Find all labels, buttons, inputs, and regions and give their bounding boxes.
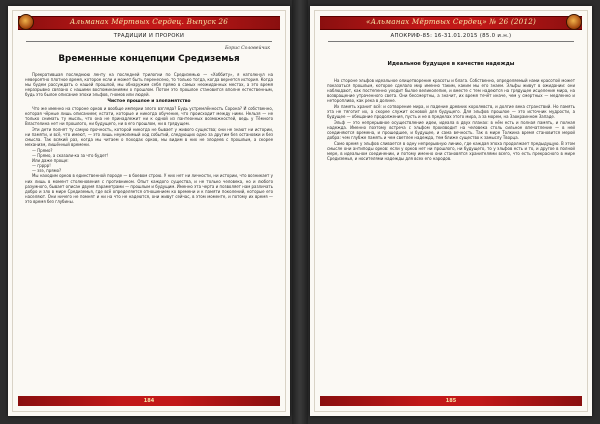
- dialog-line: — Прямо, а сказали-ка за что будет!: [32, 153, 109, 159]
- section-label: ТРАДИЦИИ И ПРОРОКИ: [113, 33, 185, 39]
- page-number: 185: [445, 398, 457, 404]
- running-header: Альманах Мёртвых Сердец. Выпуск 26: [69, 17, 229, 26]
- subheading: Идеальное будущее в качестве надежды: [387, 61, 515, 67]
- book-spine: [292, 0, 308, 424]
- paragraph: Эти дети полнят ту самую прочность, которой никогда не бывает у живого существа; они не знают ни истории, ни памяти, и всё, что имеют, — это лишь неумолимый ход событий, следующих одно за другим без остановки и без смысла. Так всякий раз, когда мы читаем о походах орков, мы видим в них не злодеев с прошлым, а скорее механизм, лишённый времени.: [25, 127, 273, 148]
- intro-paragraph: Прекратившая последнюю ленту на последней трилогии по Средиземью — «Хоббиту», я натолкнул на невероятно плотное время, которое если и может быть перенесено, то только тогда, когда вернется история. Когда мы будем рассуждать о нашей прошлой, мы обнаружим себя прямо в самых неожиданных местах, а это время неразрывно связано с нашими воспоминаниями о прошлом. Потом это прошлое становится вполне естественным, будь это былое описание эпохи эльфов, гномов или людей.: [25, 72, 273, 98]
- article-title: Временные концепции Средиземья: [58, 54, 240, 64]
- paragraph: Само время у эльфов сливается в одну непрерывную линию, где каждая эпоха продолжает предыдущую. В этом смысле они антиподы орков: если у орков нет ни прошлого, ни будущего, то у эльфов есть и то, и другое в полной мере, в идеальном соединении, и потому именно они становятся хранителями всего, что есть прекрасного в мире Средиземья, и носителями надежды для всех его народов.: [327, 140, 575, 162]
- running-header: «Альманах Мёртвых Сердец» № 26 (2012): [365, 17, 536, 26]
- author-name: Борис Соловейчик: [225, 46, 270, 51]
- section-label: АПОКРИФ-85: 16-31.01.2015 (85.0 и.н.): [390, 33, 512, 39]
- page-number: 184: [143, 398, 155, 404]
- paragraph: Их память хранит всё: и сотворение мира, и падение древних королевств, и долгие века странствий. Но память эта не тяготит их, а скорее служит основой для будущего. Для эльфов прошлое — это источник мудрости, а будущее — обещание продолжения, пусть и не в пределах этого мира, а за морем, на Заокраинном Западе.: [327, 104, 575, 120]
- paragraph: Мы находим орков в единственной породе — в боевом строю. У них нет ни личности, ни истории, что возникает у них лишь в момент столкновения с противником. Опыт каждого существа, и не только человека, но и любого разумного, бывает описан двумя параметрами — прошлым и будущим. Именно эта черта и позволяет нам различать добро и зло в мире Средиземья, где всё определяется отношением ко времени и к памяти поколений, которые его населяют. Они ничего не помнят и ни на что не надеются, они живут сейчас, в этом моменте, и потому их время — это время без глубины.: [25, 173, 273, 204]
- paragraph: На стороне эльфов идеальное олицетворение красоты и блага. Собственно, определяемый нами красотой может показаться прошлым, которое сделало мир именно таким, каким мы его знаем. Эльфы живут в ожидании: они наблюдают, как постепенно уходит былое великолепие, и вместе с тем надеются на грядущее исцеление мира, на возвращение утраченного света. Они бессмертны, а значит, их время течёт иначе, чем у смертных — медленно и неторопливо, как река в долине.: [327, 78, 575, 104]
- paragraph: Эльф — это непрерывное осуществление идеи, идеала в двух планах: в нём есть и полная память, и полная надежда. Именно поэтому встреча с эльфом производит на человека столь сильное впечатление — в ней соединяются времена, и прошедшее, и будущее, и сама вечность. Так в мире Толкина время становится мерой добра: чем глубже память и чем светлее надежда, тем ближе существо к замыслу Творца.: [327, 119, 575, 141]
- left-body: [25, 72, 273, 398]
- right-page: [310, 6, 592, 416]
- right-body: [327, 78, 575, 398]
- subheading: Чистое прошлое и злопамятство: [107, 99, 191, 105]
- emblem-icon: [566, 14, 582, 30]
- dialog-line: — Прямо?: [32, 148, 53, 154]
- dialog-line: — грррр!: [32, 163, 51, 169]
- left-page: [8, 6, 290, 416]
- dialog-line: — эээ, прямо?: [32, 168, 62, 174]
- divider: [26, 41, 272, 42]
- dialog-line: Или даже проще:: [32, 158, 69, 164]
- divider: [328, 41, 574, 42]
- paragraph: Что же именно на стороне орков и вообще империи злого взгляда? Будь устремлённость Сорона? И собственно, которая чёрные лишь описанием; кстати, которые и никогда обучение, что происходит между ними. Нельзя — не только снимать ту мысль, что она не принадлежит ни к одной из пантеонных возможностей, ведь у Тёмного Властелина нет ни прошлого, ни будущего, ни в его прошлом, ни в грядущем.: [25, 106, 273, 127]
